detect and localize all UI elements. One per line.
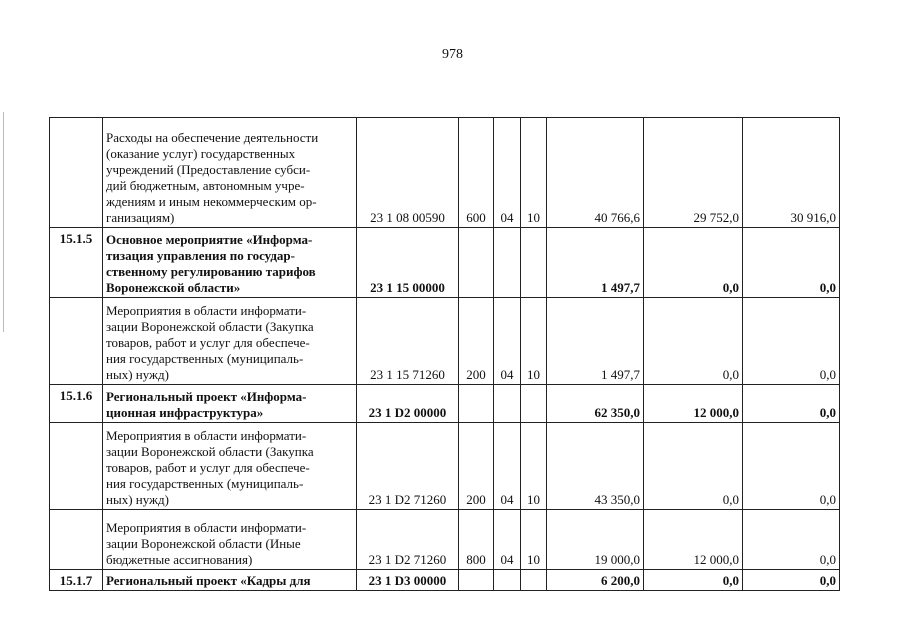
subsection (521, 228, 547, 298)
budget-code: 23 1 D2 00000 (357, 385, 459, 423)
subsection: 10 (521, 118, 547, 228)
item-name-line: зации Воронежской области (Иные (106, 536, 301, 551)
amount-year-1: 40 766,6 (547, 118, 644, 228)
amount-year-3: 0,0 (743, 570, 840, 591)
amount-year-2: 12 000,0 (644, 385, 743, 423)
item-name (103, 385, 357, 423)
subsection: 10 (521, 423, 547, 510)
expense-type (459, 570, 494, 591)
item-name-line: товаров, работ и услуг для обеспече- (106, 335, 310, 350)
amount-year-1: 62 350,0 (547, 385, 644, 423)
item-name (103, 423, 357, 510)
item-name (103, 298, 357, 385)
amount-year-3: 0,0 (743, 298, 840, 385)
budget-code: 23 1 D3 00000 (357, 570, 459, 591)
item-name (103, 570, 357, 591)
table-row (50, 228, 840, 298)
subsection (521, 385, 547, 423)
item-number (50, 118, 103, 228)
item-name-line: Мероприятия в области информати- (106, 520, 307, 535)
subsection: 10 (521, 298, 547, 385)
item-name-line: ния государственных (муниципаль- (106, 351, 304, 366)
item-name-line: ждениям и иным некоммерческим ор- (106, 194, 317, 209)
expense-type: 800 (459, 510, 494, 570)
amount-year-2: 0,0 (644, 570, 743, 591)
item-name-line: ния государственных (муниципаль- (106, 476, 304, 491)
item-name-line: Мероприятия в области информати- (106, 303, 307, 318)
amount-year-1: 19 000,0 (547, 510, 644, 570)
budget-code: 23 1 08 00590 (357, 118, 459, 228)
amount-year-1: 6 200,0 (547, 570, 644, 591)
item-name-line: товаров, работ и услуг для обеспече- (106, 460, 310, 475)
item-name-line: Расходы на обеспечение деятельности (106, 130, 319, 145)
section (494, 385, 521, 423)
amount-year-3: 0,0 (743, 385, 840, 423)
budget-code: 23 1 15 00000 (357, 228, 459, 298)
amount-year-2: 12 000,0 (644, 510, 743, 570)
amount-year-2: 0,0 (644, 423, 743, 510)
item-name-line: зации Воронежской области (Закупка (106, 444, 314, 459)
item-name (103, 118, 357, 228)
table-body (50, 118, 840, 591)
table-row (50, 385, 840, 423)
section: 04 (494, 118, 521, 228)
item-name (103, 510, 357, 570)
item-name-line: ных) нужд) (106, 492, 169, 507)
item-name-line: тизация управления по государ- (106, 248, 295, 263)
expense-type: 600 (459, 118, 494, 228)
item-name-line: дий бюджетным, автономным учре- (106, 178, 305, 193)
section: 04 (494, 510, 521, 570)
item-name-line: Региональный проект «Информа- (106, 389, 307, 404)
item-name-line: (оказание услуг) государственных (106, 146, 296, 161)
amount-year-1: 1 497,7 (547, 298, 644, 385)
table-row (50, 298, 840, 385)
item-name-line: зации Воронежской области (Закупка (106, 319, 314, 334)
item-number: 15.1.5 (50, 228, 103, 298)
item-number (50, 423, 103, 510)
budget-code: 23 1 D2 71260 (357, 423, 459, 510)
amount-year-1: 1 497,7 (547, 228, 644, 298)
amount-year-1: 43 350,0 (547, 423, 644, 510)
item-name-line: Региональный проект «Кадры для (106, 573, 311, 588)
item-number (50, 510, 103, 570)
amount-year-2: 0,0 (644, 298, 743, 385)
section: 04 (494, 298, 521, 385)
item-name-line: Основное мероприятие «Информа- (106, 232, 313, 247)
subsection (521, 570, 547, 591)
table-row (50, 570, 840, 591)
item-name-line: Мероприятия в области информати- (106, 428, 307, 443)
item-number: 15.1.7 (50, 570, 103, 591)
expense-type: 200 (459, 298, 494, 385)
amount-year-2: 0,0 (644, 228, 743, 298)
section: 04 (494, 423, 521, 510)
budget-code: 23 1 15 71260 (357, 298, 459, 385)
item-name-line: ганизациям) (106, 210, 175, 225)
budget-table (49, 117, 840, 591)
amount-year-3: 0,0 (743, 423, 840, 510)
item-name-line: ционная инфраструктура» (106, 405, 264, 420)
page-number: 978 (442, 47, 463, 62)
item-name-line: учреждений (Предоставление субси- (106, 162, 311, 177)
section (494, 228, 521, 298)
expense-type: 200 (459, 423, 494, 510)
item-name (103, 228, 357, 298)
amount-year-2: 29 752,0 (644, 118, 743, 228)
amount-year-3: 30 916,0 (743, 118, 840, 228)
table-row (50, 118, 840, 228)
item-name-line: Воронежской области» (106, 280, 241, 295)
expense-type (459, 385, 494, 423)
item-name-line: бюджетные ассигнования) (106, 552, 253, 567)
subsection: 10 (521, 510, 547, 570)
table-row (50, 510, 840, 570)
expense-type (459, 228, 494, 298)
amount-year-3: 0,0 (743, 510, 840, 570)
table-row (50, 423, 840, 510)
item-number: 15.1.6 (50, 385, 103, 423)
item-number (50, 298, 103, 385)
item-name-line: ственному регулированию тарифов (106, 264, 316, 279)
amount-year-3: 0,0 (743, 228, 840, 298)
scan-margin-line (3, 112, 4, 332)
item-name-line: ных) нужд) (106, 367, 169, 382)
budget-code: 23 1 D2 71260 (357, 510, 459, 570)
section (494, 570, 521, 591)
